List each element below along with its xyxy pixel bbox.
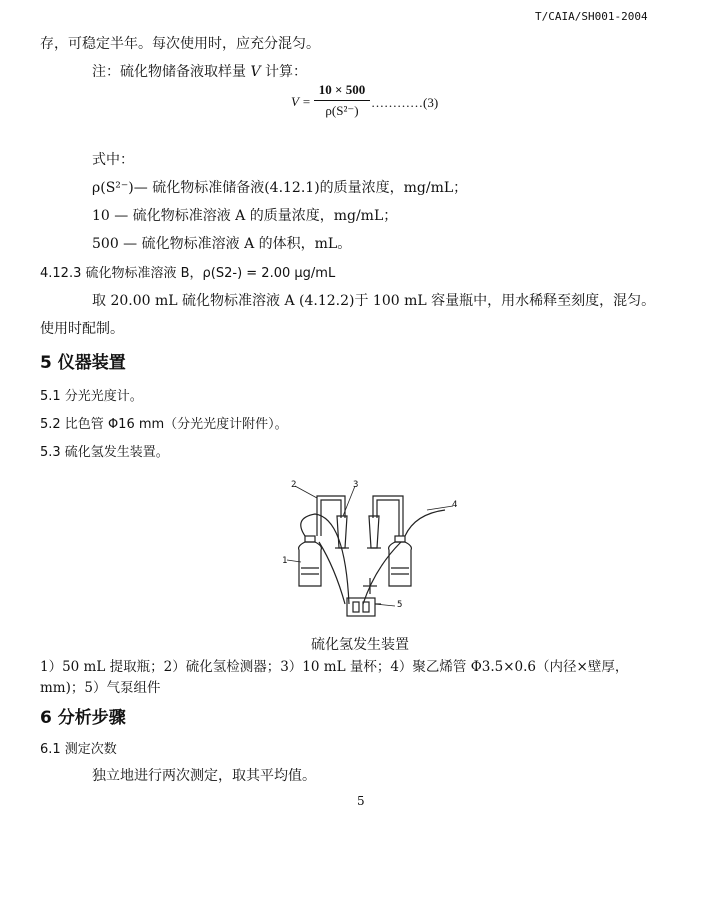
doc-code: T/CAIA/SH001-2004 bbox=[535, 10, 648, 23]
section-6-1-body: 独立地进行两次测定，取其平均值。 bbox=[92, 768, 316, 784]
formula-lhs: V = bbox=[291, 94, 311, 109]
formula-number: …………(3) bbox=[371, 95, 439, 110]
figure-legend-line-1: 1）50 mL 提取瓶；2）硫化氢检测器；3）10 mL 量杯；4）聚乙烯管 Φ3.5×0.6（内径×壁厚， bbox=[40, 659, 629, 675]
measuring-cups bbox=[335, 516, 381, 548]
note-variable: V bbox=[250, 64, 261, 80]
note-suffix: 计算： bbox=[265, 64, 308, 80]
subsection-body-2: 使用时配制。 bbox=[40, 321, 124, 337]
section-6-title: 6 分析步骤 bbox=[40, 708, 126, 728]
polyethylene-tubing bbox=[301, 510, 445, 604]
paragraph-continuation: 存，可稳定半年。每次使用时，应充分混匀。 bbox=[40, 36, 320, 52]
callout-5: 5 bbox=[397, 600, 403, 610]
note-prefix: 注：硫化物储备液取样量 bbox=[92, 64, 246, 80]
section-6-1-heading: 6.1 测定次数 bbox=[40, 742, 117, 757]
extraction-bottle-left bbox=[299, 536, 322, 586]
hydrogen-sulfide-apparatus-figure bbox=[275, 478, 475, 624]
where-line-2: 10 — 硫化物标准溶液 A 的质量浓度，mg/mL； bbox=[92, 208, 398, 224]
section-5-item-1: 5.1 分光光度计。 bbox=[40, 389, 143, 404]
formula-denominator: ρ(S²⁻) bbox=[325, 103, 359, 118]
callout-4: 4 bbox=[452, 500, 458, 510]
formula-numerator: 10 × 500 bbox=[318, 82, 366, 97]
fraction-bar bbox=[314, 100, 370, 101]
section-5-title: 5 仪器装置 bbox=[40, 353, 126, 373]
section-5-item-2: 5.2 比色管 Φ16 mm（分光光度计附件）。 bbox=[40, 417, 288, 432]
figure-legend-line-2: mm)；5）气泵组件 bbox=[40, 680, 161, 696]
pump-assembly bbox=[347, 578, 381, 616]
where-label: 式中： bbox=[92, 152, 134, 168]
subsection-body-1: 取 20.00 mL 硫化物标准溶液 A (4.12.2)于 100 mL 容量瓶中，用水稀释至刻度，混匀。 bbox=[92, 293, 656, 309]
subsection-heading-4-12-3: 4.12.3 硫化物标准溶液 B，ρ(S2-) = 2.00 μg/mL bbox=[40, 266, 336, 281]
callout-1: 1 bbox=[282, 556, 288, 566]
figure-caption: 硫化氢发生装置 bbox=[311, 637, 409, 653]
note-line bbox=[92, 61, 307, 81]
callout-2: 2 bbox=[291, 480, 297, 490]
where-line-3: 500 — 硫化物标准溶液 A 的体积，mL。 bbox=[92, 236, 352, 252]
where-line-1: ρ(S²⁻)— 硫化物标准储备液(4.12.1)的质量浓度，mg/mL； bbox=[92, 180, 468, 196]
callout-3: 3 bbox=[353, 480, 359, 490]
page-number: 5 bbox=[357, 794, 365, 808]
section-5-item-3: 5.3 硫化氢发生装置。 bbox=[40, 445, 169, 460]
h2s-detector-tubes bbox=[317, 496, 403, 536]
